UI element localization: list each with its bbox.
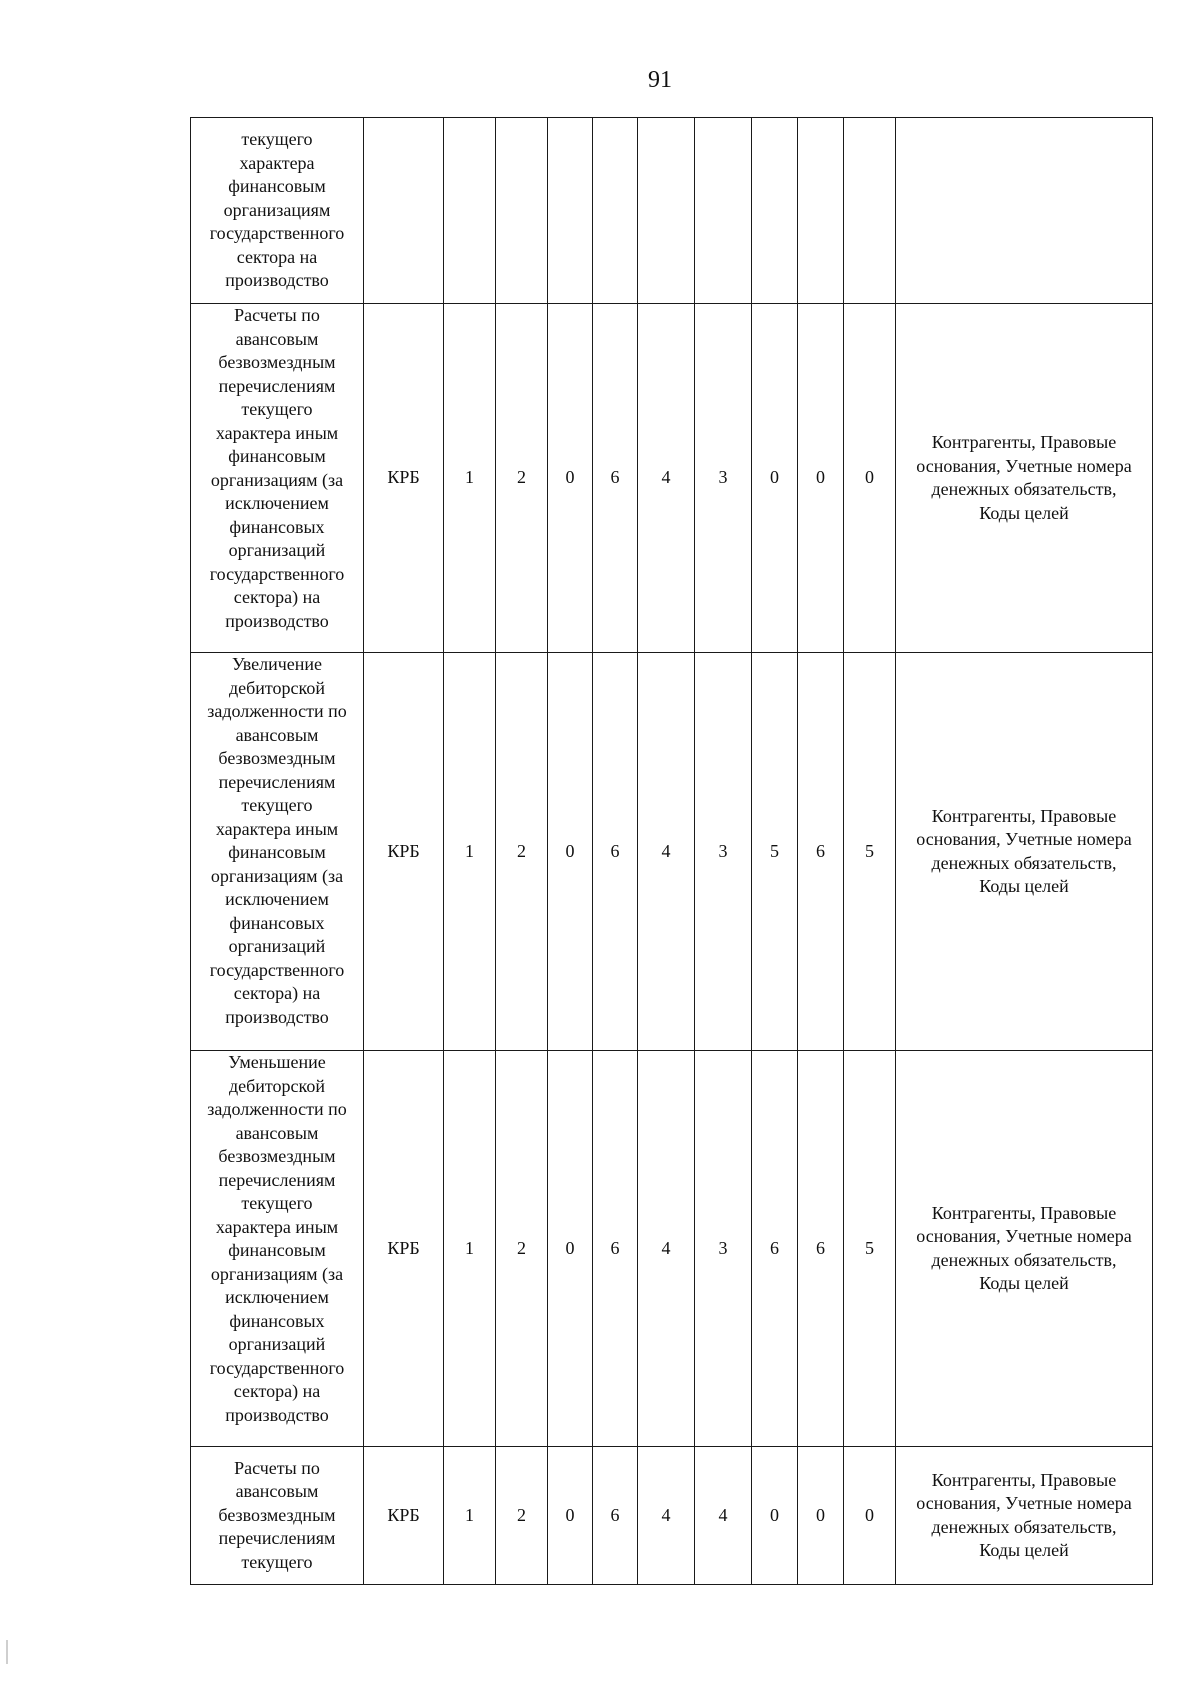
account-name-line: безвозмездным [218,352,336,372]
accounts-table [190,117,1153,1585]
account-digit-cell: 0 [844,304,896,653]
account-name-line: перечислениям [218,771,336,792]
account-name-line: авансовым [235,724,319,745]
account-name-line: организациям (за [210,865,344,886]
analytics-line: Коды целей [979,502,1069,523]
analytics-line: Контрагенты, Правовые [931,1469,1117,1490]
account-name-line: финансовых [229,516,325,537]
analytics-description-cell [896,1051,1153,1447]
account-digit-cell: 5 [752,653,798,1051]
account-digit-cell: 6 [593,1051,638,1447]
account-digit-cell: 1 [444,304,496,653]
account-digit-cell: 4 [638,304,695,653]
account-name-line: исключением [225,1287,329,1307]
analytics-line: Коды целей [979,1540,1069,1560]
account-name-line: текущего [241,1193,313,1213]
analytics-line: основания, Учетные номера [916,1226,1132,1246]
account-name-line: организаций [228,936,326,956]
account-name-line: сектора) на [233,587,321,607]
account-digit-cell [496,118,548,304]
account-name-line: авансовым [235,1481,319,1502]
account-name-line: финансовых [229,1310,325,1331]
account-name-line: организаций [228,1334,326,1354]
account-digit-cell: 5 [844,653,896,1051]
account-name-line: исключением [225,493,329,513]
account-name-line: государственного [209,959,345,980]
account-digit-cell: 0 [798,1447,844,1585]
account-name-line: сектора) на [233,983,321,1003]
account-name-line: безвозмездным [218,748,336,768]
account-name-cell [191,1447,364,1585]
account-digit-cell: 1 [444,1447,496,1585]
account-name-cell [191,304,364,653]
account-digit-cell: 3 [695,304,752,653]
account-digit-cell: 4 [638,1447,695,1585]
account-digit-cell: 6 [798,1051,844,1447]
account-name-line: характера [239,152,315,173]
analytics-code-cell [364,118,444,304]
analytics-line: денежных обязательств, [931,479,1117,499]
account-name-line: организациям (за [210,1263,344,1284]
table-row [191,1447,1153,1585]
analytics-description-cell [896,653,1153,1051]
account-digit-cell: 6 [593,304,638,653]
account-digit-cell: 0 [548,653,593,1051]
account-name-line: задолженности по [207,1099,347,1119]
account-name-line: финансовых [229,912,325,933]
analytics-code-cell: КРБ [364,304,444,653]
account-digit-cell: 4 [695,1447,752,1585]
account-name-line: производство [225,1006,329,1027]
analytics-line: денежных обязательств, [931,852,1117,873]
account-name-line: государственного [209,223,345,244]
account-name-line: производство [225,1404,329,1425]
account-name-line: Расчеты по [234,305,320,325]
analytics-line: денежных обязательств, [931,1249,1117,1270]
account-name-line: характера иным [215,1216,339,1237]
analytics-line: Коды целей [979,876,1069,896]
account-digit-cell: 4 [638,1051,695,1447]
analytics-line: Коды целей [979,1273,1069,1293]
analytics-line: Контрагенты, Правовые [931,1202,1117,1223]
account-name-line: финансовым [228,446,326,466]
account-digit-cell: 6 [593,1447,638,1585]
account-name-line: текущего [241,1551,313,1572]
account-name-cell [191,1051,364,1447]
account-digit-cell: 2 [496,653,548,1051]
account-digit-cell: 0 [798,304,844,653]
account-name-line: перечислениям [218,375,336,396]
analytics-line: Контрагенты, Правовые [931,805,1117,826]
account-digit-cell: 3 [695,653,752,1051]
account-name-line: организациям [223,199,331,220]
account-digit-cell [798,118,844,304]
account-digit-cell: 5 [844,1051,896,1447]
analytics-line: денежных обязательств, [931,1516,1117,1537]
analytics-description-cell [896,1447,1153,1585]
account-name-cell [191,653,364,1051]
analytics-code-cell: КРБ [364,653,444,1051]
account-name-line: финансовым [228,842,326,862]
account-name-line: дебиторской [228,1075,326,1096]
account-digit-cell: 6 [798,653,844,1051]
account-name-line: Уменьшение [228,1052,326,1072]
account-digit-cell: 2 [496,304,548,653]
account-digit-cell: 2 [496,1447,548,1585]
account-name-line: Увеличение [231,654,322,674]
account-digit-cell: 0 [548,1447,593,1585]
account-name-line: сектора) на [233,1381,321,1401]
table-row [191,118,1153,304]
account-digit-cell: 3 [695,1051,752,1447]
page-number: 91 [648,67,672,93]
account-name-line: государственного [209,1357,345,1378]
analytics-line: основания, Учетные номера [916,829,1132,849]
account-digit-cell: 0 [548,304,593,653]
account-name-line: безвозмездным [218,1146,336,1166]
account-digit-cell: 0 [844,1447,896,1585]
account-name-line: перечислениям [218,1169,336,1190]
account-name-line: сектора на [236,246,318,267]
account-name-line: текущего [241,795,313,815]
account-name-cell [191,118,364,304]
account-digit-cell [593,118,638,304]
account-name-line: перечислениям [218,1528,336,1549]
account-name-line: текущего [241,399,313,419]
account-digit-cell: 6 [752,1051,798,1447]
account-name-line: производство [225,270,329,291]
analytics-code-cell: КРБ [364,1051,444,1447]
account-name-line: финансовым [228,176,326,197]
account-digit-cell [444,118,496,304]
account-digit-cell: 0 [752,1447,798,1585]
account-name-line: текущего [241,129,313,150]
account-digit-cell [638,118,695,304]
account-name-line: организациям (за [210,469,344,490]
account-digit-cell [752,118,798,304]
account-digit-cell: 0 [752,304,798,653]
account-digit-cell [548,118,593,304]
analytics-description-cell [896,304,1153,653]
account-name-line: производство [225,610,329,631]
account-name-line: организаций [228,540,326,560]
scan-edge-mark [6,1640,8,1664]
account-digit-cell: 1 [444,653,496,1051]
table-row [191,653,1153,1051]
account-digit-cell [844,118,896,304]
analytics-description-cell [896,118,1153,304]
account-digit-cell: 4 [638,653,695,1051]
account-name-line: Расчеты по [234,1457,320,1478]
account-digit-cell: 1 [444,1051,496,1447]
account-name-line: характера иным [215,422,339,443]
account-digit-cell: 2 [496,1051,548,1447]
account-name-line: задолженности по [207,701,347,721]
account-name-line: финансовым [228,1240,326,1260]
table-row [191,304,1153,653]
account-name-line: безвозмездным [218,1504,336,1525]
analytics-line: основания, Учетные номера [916,1493,1132,1513]
account-digit-cell [695,118,752,304]
account-name-line: дебиторской [228,677,326,698]
analytics-line: Контрагенты, Правовые [931,432,1117,452]
account-name-line: исключением [225,889,329,909]
account-name-line: государственного [209,563,345,584]
account-name-line: авансовым [235,1122,319,1143]
account-name-line: авансовым [235,328,319,349]
table-row [191,1051,1153,1447]
account-digit-cell: 0 [548,1051,593,1447]
account-name-line: характера иным [215,818,339,839]
analytics-line: основания, Учетные номера [916,455,1132,476]
account-digit-cell: 6 [593,653,638,1051]
analytics-code-cell: КРБ [364,1447,444,1585]
